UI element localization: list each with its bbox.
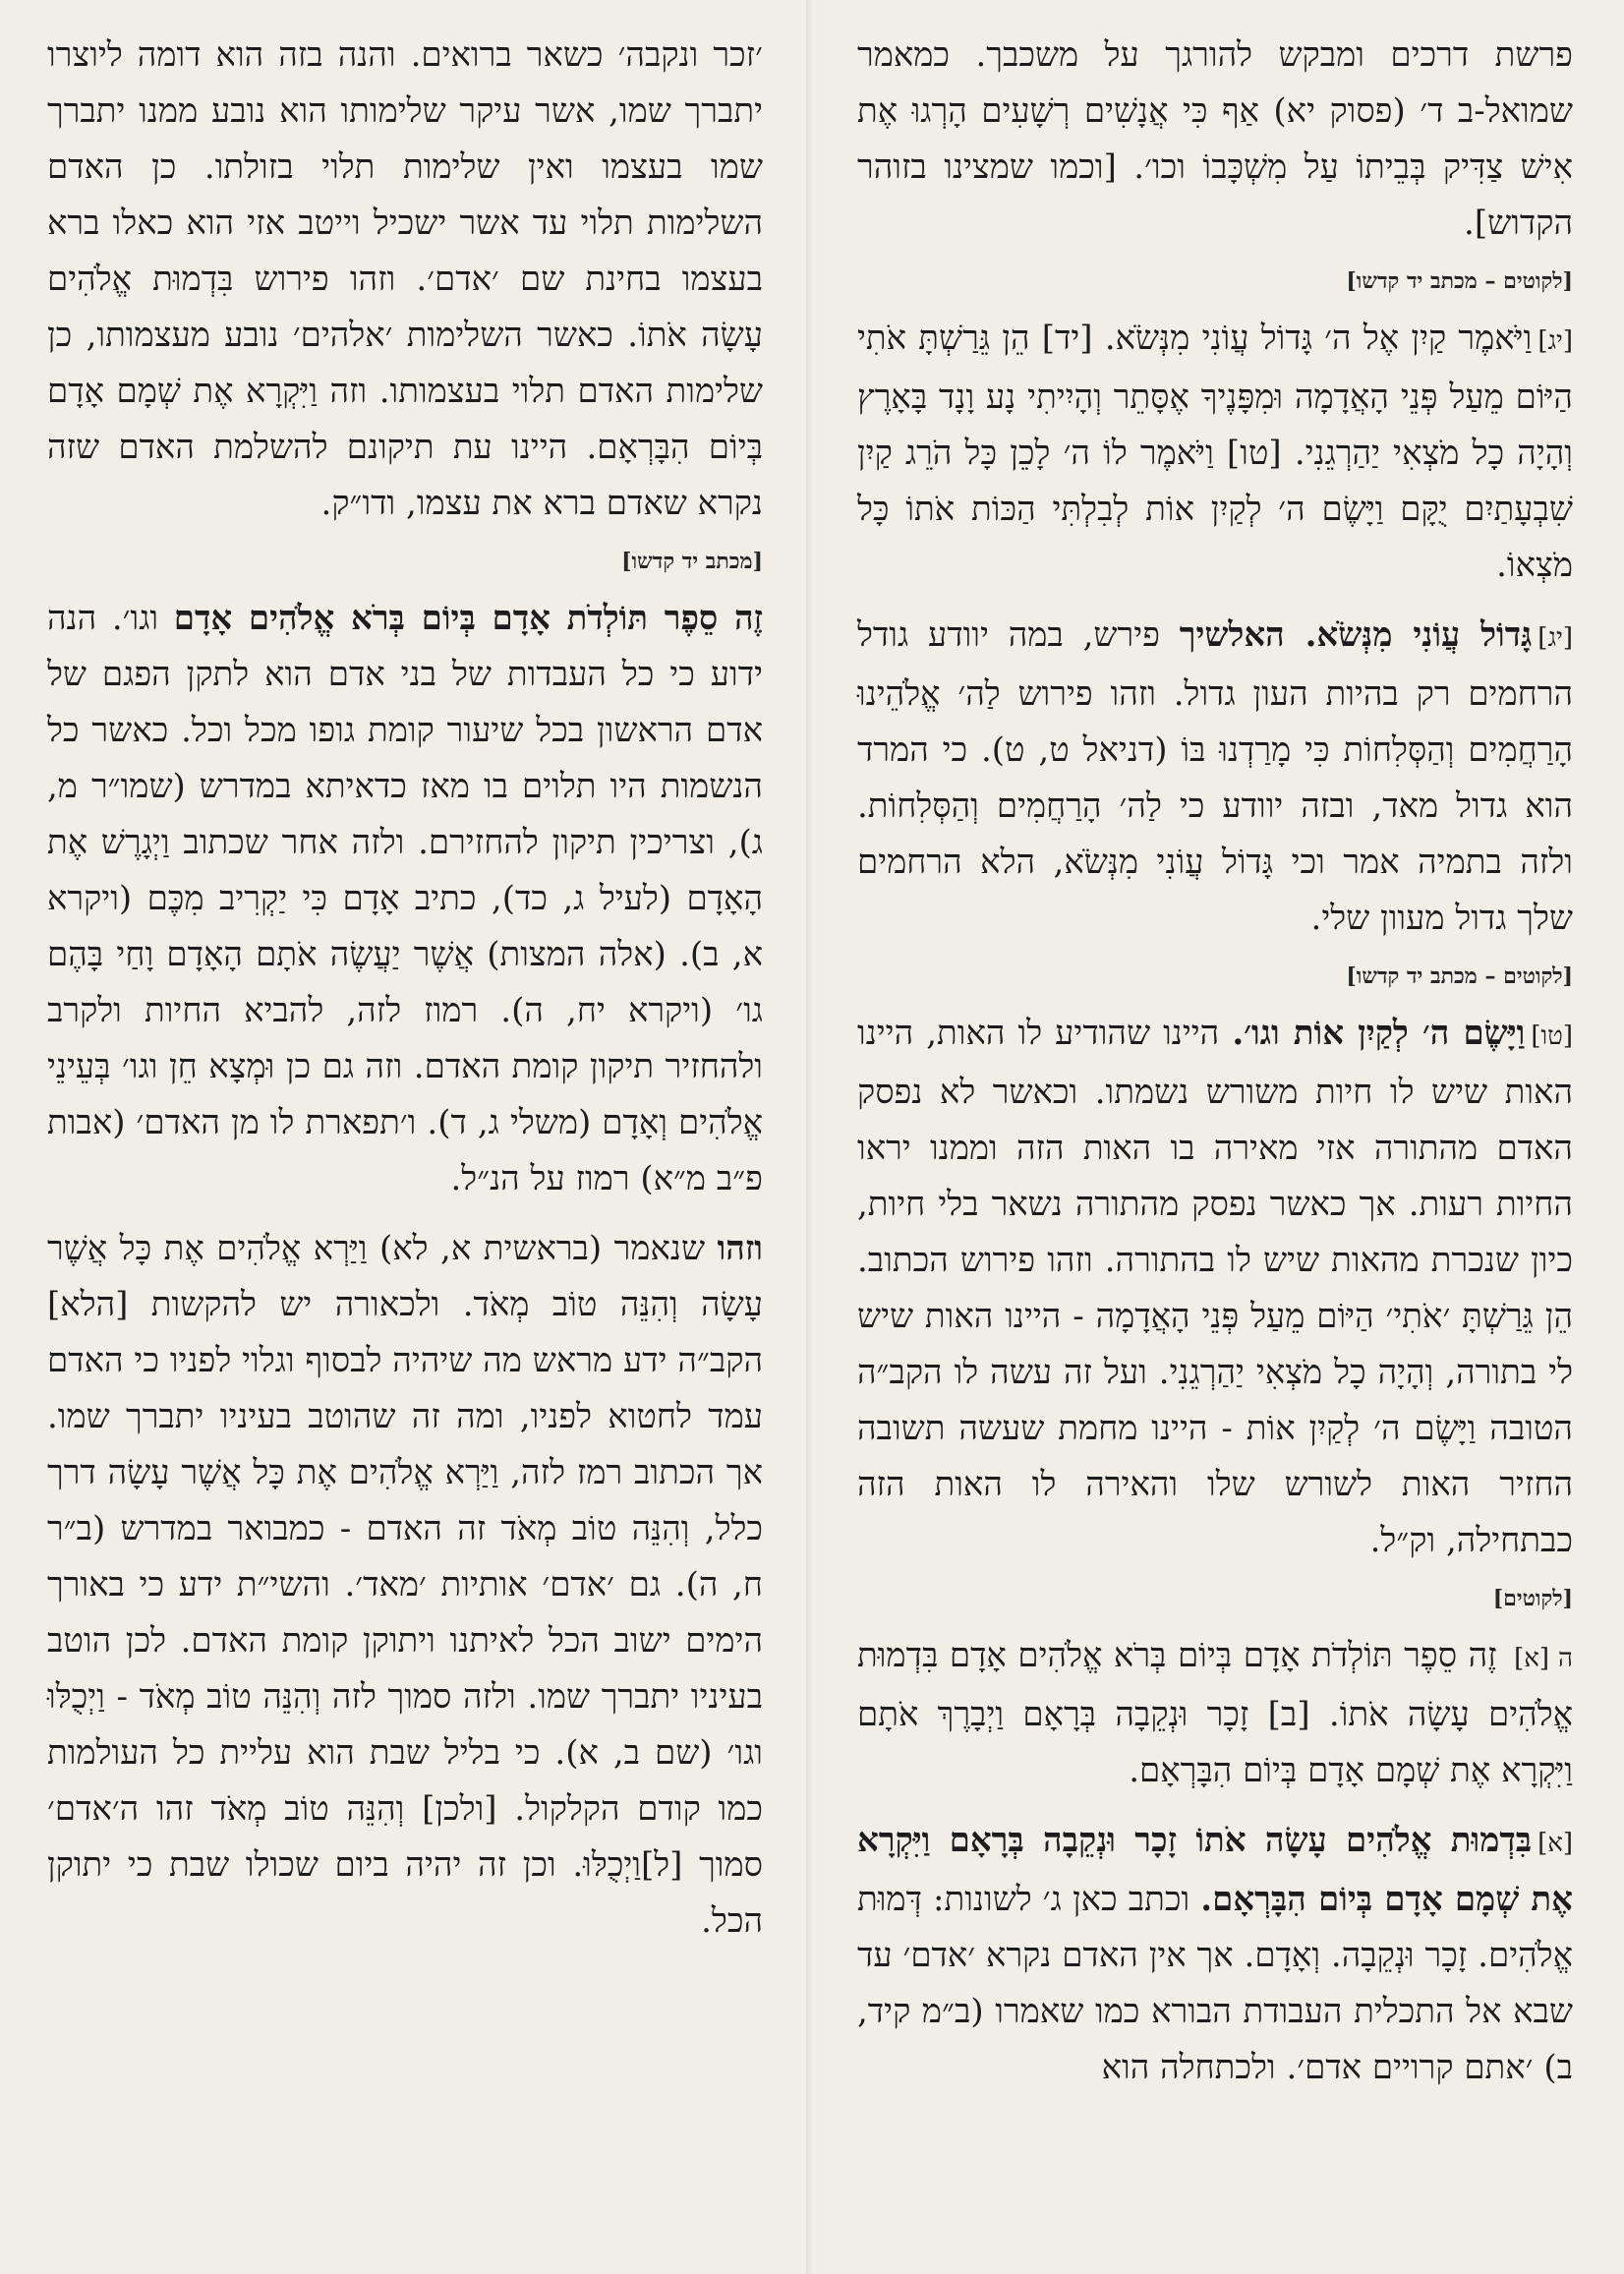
left-column: [47, 28, 763, 1963]
verse-marker: [יג]: [1537, 326, 1573, 356]
commentary-paragraph: ׳זכר ונקבה׳ כשאר ברואים. והנה בזה הוא דומה ליוצרו יתברך שמו, אשר עיקר שלימותו הוא נובע ממנו יתברך שמו בעצמו ואין שלימות תלוי בזולתו. כן האדם השלימות תלוי עד אשר ישכיל וייטב אזי הוא כאלו ברא בעצמו בחינת שם ׳אדם׳. וזהו פירוש בִּדְמוּת אֱלֹהִים עָשָׂה אֹתוֹ. כאשר השלימות ׳אלהים׳ נובע מעצמותו, כן שלימות האדם תלוי בעצמותו. וזה וַיִּקְרָא אֶת שְׁמָם אָדָם בְּיוֹם הִבָּרְאָם. היינו עת תיקונם להשלמת האדם שזה נקרא שאדם ברא את עצמו, ודו״ק.: [47, 35, 763, 523]
verse-paragraph: ה [א] זֶה סֵפֶר תּוֹלְדֹת אָדָם בְּיוֹם בְּרֹא אֱלֹהִים אָדָם בִּדְמוּת אֱלֹהִים עָשָׂה אֹתוֹ. [ב] זָכָר וּנְקֵבָה בְּרָאָם וַיְבָרֶךְ אֹתָם וַיִּקְרָא אֶת שְׁמָם אָדָם בְּיוֹם הִבָּרְאָם.: [857, 1636, 1573, 1790]
right-column: [857, 28, 1573, 2110]
chapter-marker: ה [א]: [1514, 1644, 1573, 1673]
lead-words: בִּדְמוּת אֱלֹהִים עָשָׂה אֹתוֹ זָכָר וּנְקֵבָה בְּרָאָם וַיִּקְרָא אֶת שְׁמָם אָדָם בְּיוֹם הִבָּרְאָם.: [857, 1821, 1573, 1919]
commentary-paragraph: [טו]וַיָּשֶׂם ה׳ לְקַיִן אוֹת וגו׳. היינו שהודיע לו האות, היינו האות שיש לו חיות משורש נשמתו. וכאשר לא נפסק האדם מהתורה אזי מאירה בו האות הזה וממנו יראו החיות רעות. אך כאשר נפסק מהתורה נשאר בלי חיות, כיון שנכרת מהאות שיש לו בהתורה. וזהו פירוש הכתוב. הֵן גֵּרַשְׁתָּ ׳אֹתִי׳ הַיּוֹם מֵעַל פְּנֵי הָאֲדָמָה - היינו האות שיש לי בתורה, וְהָיָה כָל מֹצְאִי יַהַרְגֵנִי. ועל זה עשה לו הקב״ה הטובה וַיָּשֶׂם ה׳ לְקַיִן אוֹת - היינו מחמת שעשה תשובה החזיר האות לשורש שלו והאירה לו האות הזה כבתחילה, וק״ל.: [857, 1014, 1574, 1560]
commentary-paragraph: [יג]גָּדוֹל עֲוֹנִי מִנְּשֹׂא. האלשיך פירש, במה יוודע גודל הרחמים רק בהיות העון גדול. וזהו פירוש לַה׳ אֱלֹהֵינוּ הָרַחֲמִים וְהַסְּלִחוֹת כִּי מָרַדְנוּ בּוֹ (דניאל ט, ט). כי המרד הוא גדול מאד, ובזה יוודע כי לַה׳ הָרַחֲמִים וְהַסְּלִחוֹת. ולזה בתמיה אמר וכי גָּדוֹל עֲוֹנִי מִנְּשֹׂא, הלא הרחמים שלך גדול מעוון שלי.: [857, 615, 1573, 938]
source-note: [לקוטים – מכתב יד קדשו]: [1346, 268, 1573, 294]
lead-words: זֶה סֵפֶר תּוֹלְדֹת אָדָם בְּיוֹם בְּרֹא אֱלֹהִים אָדָם: [173, 599, 764, 638]
page-gutter: [806, 0, 814, 2274]
verse-marker: [טו]: [1531, 1021, 1574, 1051]
lead-words: וזהו: [717, 1229, 763, 1268]
verse-marker: [א]: [1537, 1829, 1573, 1858]
commentary-paragraph: [א]בִּדְמוּת אֱלֹהִים עָשָׂה אֹתוֹ זָכָר וּנְקֵבָה בְּרָאָם וַיִּקְרָא אֶת שְׁמָם אָדָם בְּיוֹם הִבָּרְאָם. וכתב כאן ג׳ לשונות: דְּמוּת אֱלֹהִים. זָכָר וּנְקֵבָה. וְאָדָם. אך אין האדם נקרא ׳אדם׳ עד שבא אל התכלית העבודת הבורא כמו שאמרו (ב״מ קיד, ב) ׳אתם קרויים אדם׳. ולכתחלה הוא: [857, 1821, 1573, 2087]
commentary-paragraph: זֶה סֵפֶר תּוֹלְדֹת אָדָם בְּיוֹם בְּרֹא אֱלֹהִים אָדָם וגו׳. הנה ידוע כי כל העבדות של בני אדם הוא לתקן הפגם של אדם הראשון בכל שיעור קומת גופו מכל וכל. כאשר כל הנשמות היו תלוים בו מאז כדאיתא במדרש (שמו״ר מ, ג), וצריכין תיקון להחזירם. ולזה אחר שכתוב וַיְגָרֶשׁ אֶת הָאָדָם (לעיל ג, כד), כתיב אָדָם כִּי יַקְרִיב מִכֶּם (ויקרא א, ב). (אלה המצות) אֲשֶׁר יַעֲשֶׂה אֹתָם הָאָדָם וָחַי בָּהֶם גו׳ (ויקרא יח, ה). רמוז לזה, להביא החיות ולקרב ולהחזיר תיקון קומת האדם. וזה גם כן וּמְצָא חֵן וגו׳ בְּעֵינֵי אֱלֹהִים וְאָדָם (משלי ג, ד). ו׳תפארת לו מן האדם׳ (אבות פ״ב מ״א) רמוז על הנ״ל.: [47, 599, 764, 1198]
source-note: [מכתב יד קדשו]: [621, 549, 763, 574]
commentary-paragraph: וזהו שנאמר (בראשית א, לא) וַיַּרְא אֱלֹהִים אֶת כָּל אֲשֶׁר עָשָׂה וְהִנֵּה טוֹב מְאֹד. ולכאורה יש להקשות [הלא] הקב״ה ידע מראש מה שיהיה לבסוף וגלוי לפניו כי האדם עמד לחטוא לפניו, ומה זה שהוטב בעיניו יתברך שמו. אך הכתוב רמז לזה, וַיַּרְא אֱלֹהִים אֶת כָּל אֲשֶׁר עָשָׂה דרך כלל, וְהִנֵּה טוֹב מְאֹד זה האדם - כמבואר במדרש (ב״ר ח, ה). גם ׳אדם׳ אותיות ׳מאד׳. והשי״ת ידע כי באורך הימים ישוב הכל לאיתנו ויתוקן קומת האדם. לכן הוטב בעיניו יתברך שמו. ולזה סמוך לזה וְהִנֵּה טוֹב מְאֹד - וַיְכֻלּוּ וגו׳ (שם ב, א). כי בליל שבת הוא עליית כל העולמות כמו קודם הקלקול. [ולכן] וְהִנֵּה טוֹב מְאֹד זהו ה׳אדם׳ סמוך [ל]וַיְכֻלּוּ. וכן זה יהיה ביום שכולו שבת כי יתוקן הכל.: [47, 1229, 763, 1941]
source-note: [לקוטים – מכתב יד קדשו]: [1346, 963, 1573, 989]
verse-marker: [יג]: [1537, 623, 1573, 653]
lead-words: גָּדוֹל עֲוֹנִי מִנְּשֹׂא. האלשיך: [1179, 615, 1533, 655]
verse-paragraph: [יג]וַיֹּאמֶר קַיִן אֶל ה׳ גָּדוֹל עֲוֹנִי מִנְּשֹׂא. [יד] הֵן גֵּרַשְׁתָּ אֹתִי הַיּוֹם מֵעַל פְּנֵי הָאֲדָמָה וּמִפָּנֶיךָ אֶסָּתֵר וְהָיִיתִי נָע וָנָד בָּאָרֶץ וְהָיָה כָל מֹצְאִי יַהַרְגֵנִי. [טו] וַיֹּאמֶר לוֹ ה׳ לָכֵן כָּל הֹרֵג קַיִן שִׁבְעָתַיִם יֻקָּם וַיָּשֶׂם ה׳ לְקַיִן אוֹת לְבִלְתִּי הַכּוֹת אֹתוֹ כָּל מֹצְאוֹ.: [857, 319, 1573, 585]
lead-words: וַיָּשֶׂם ה׳ לְקַיִן אוֹת וגו׳.: [1232, 1014, 1526, 1053]
commentary-paragraph: פרשת דרכים ומבקש להורגך על משכבך. כמאמר שמואל-ב ד׳ (פסוק יא) אַף כִּי אֲנָשִׁים רְשָׁעִים הָרְגוּ אֶת אִישׁ צַדִּיק בְּבֵיתוֹ עַל מִשְׁכָּבוֹ וכו׳. [וכמו שמצינו בזוהר הקדוש].: [857, 35, 1573, 243]
source-note: [לקוטים]: [1492, 1586, 1573, 1611]
